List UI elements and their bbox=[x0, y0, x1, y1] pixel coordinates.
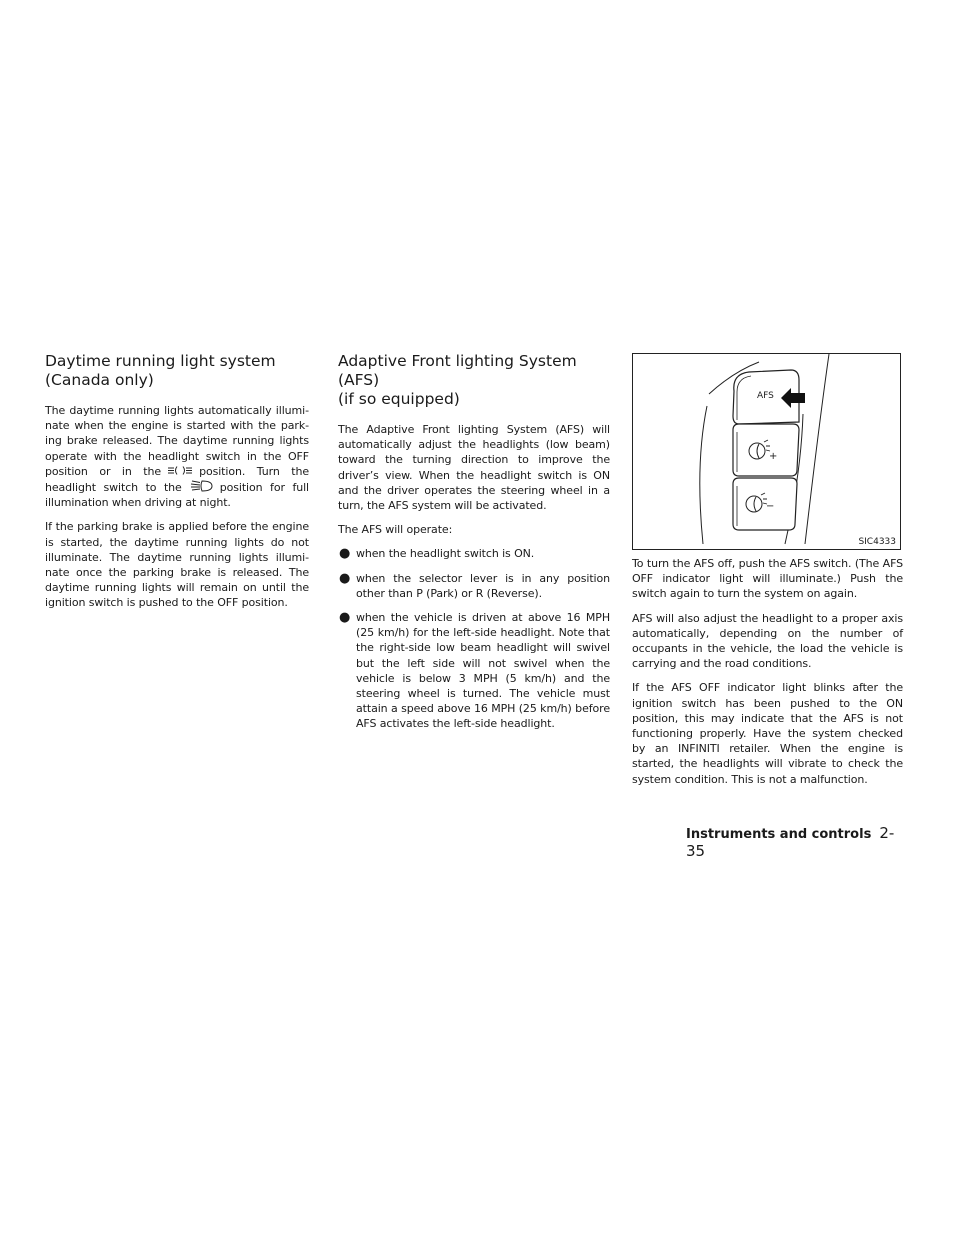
paragraph-afs-operate: The AFS will operate: bbox=[338, 523, 453, 537]
section-title-daytime-running-lights: Daytime running light system (Canada only) bbox=[45, 352, 276, 389]
afs-switch-drawing bbox=[633, 354, 902, 551]
bullet-icon: ● bbox=[339, 610, 351, 626]
afs-switch-illustration bbox=[632, 353, 901, 550]
column-afs bbox=[338, 352, 610, 741]
bullet-icon: ● bbox=[339, 546, 351, 562]
footer-section-title: Instruments and controls bbox=[686, 827, 872, 842]
headlight-icon bbox=[186, 479, 216, 492]
figure-id: SIC4333 bbox=[858, 537, 896, 547]
paragraph-afs-off: To turn the AFS off, push the AFS switch. (The AFS OFF indicator light will illuminate.) Push the switch again to turn the system on again. bbox=[632, 557, 903, 601]
paragraph-afs-indicator: If the AFS OFF indicator light blinks after the ignition switch has been pushed to the ON position, this may indicate that the AFS is not functioning properly. Have the system checked by an INFINITI retailer. When the engine is started, the headlights will vibrate to check the system condition. This is not a malfunction. bbox=[632, 681, 903, 786]
column-afs-continued bbox=[632, 353, 903, 796]
section-title-afs: Adaptive Front lighting System (AFS) (if so equipped) bbox=[338, 352, 577, 408]
column-daytime-running-lights bbox=[45, 352, 309, 620]
afs-button-label: AFS bbox=[757, 391, 774, 401]
paragraph-drl-operation: The daytime running lights automatically illumi-nate when the engine is started with the park-ing brake released. The daytime running lights operate with the headlight switch in the OFF position or in the position. Turn the headlight switch to the position for full illumination when driving at night. bbox=[45, 404, 310, 510]
parking-light-icon bbox=[165, 465, 195, 476]
bullet-icon: ● bbox=[339, 570, 351, 586]
aim-down-symbol: − bbox=[766, 501, 775, 512]
list-item: ● when the headlight switch is ON. bbox=[339, 546, 535, 562]
paragraph-afs-axis: AFS will also adjust the headlight to a proper axis automatically, depending on the number of occupants in the vehicle, the load the vehicle is carrying and the road conditions. bbox=[632, 611, 903, 671]
page-footer bbox=[686, 824, 910, 860]
paragraph-afs-intro: The Adaptive Front lighting System (AFS) will automatically adjust the headlights (low beam) toward the turning direction to improve the driver’s view. When the headlight switch is ON and the driver operates the steering wheel in a turn, the AFS system will be activated. bbox=[338, 423, 610, 513]
list-item: ● when the vehicle is driven at above 16 MPH (25 km/h) for the left-side headlight. Note that the right-side low beam headlight will swivel but the left side will not swivel when the vehicle is below 3 MPH (5 km/h) and the steering wheel is turned. The vehicle must attain a speed above 16 MPH (25 km/h) before AFS activates the left-side headlight. bbox=[339, 610, 610, 731]
list-item: ● when the selector lever is in any position other than P (Park) or R (Reverse). bbox=[339, 570, 610, 600]
paragraph-drl-parking-brake: If the parking brake is applied before the engine is started, the daytime running lights do not illuminate. The daytime running lights illumi-nate once the parking brake is released. The daytime running lights will remain on until the ignition switch is pushed to the OFF position. bbox=[45, 520, 309, 610]
afs-operation-list bbox=[338, 546, 610, 731]
page-number: 2-35 bbox=[686, 824, 895, 860]
aim-up-symbol: + bbox=[769, 451, 778, 462]
